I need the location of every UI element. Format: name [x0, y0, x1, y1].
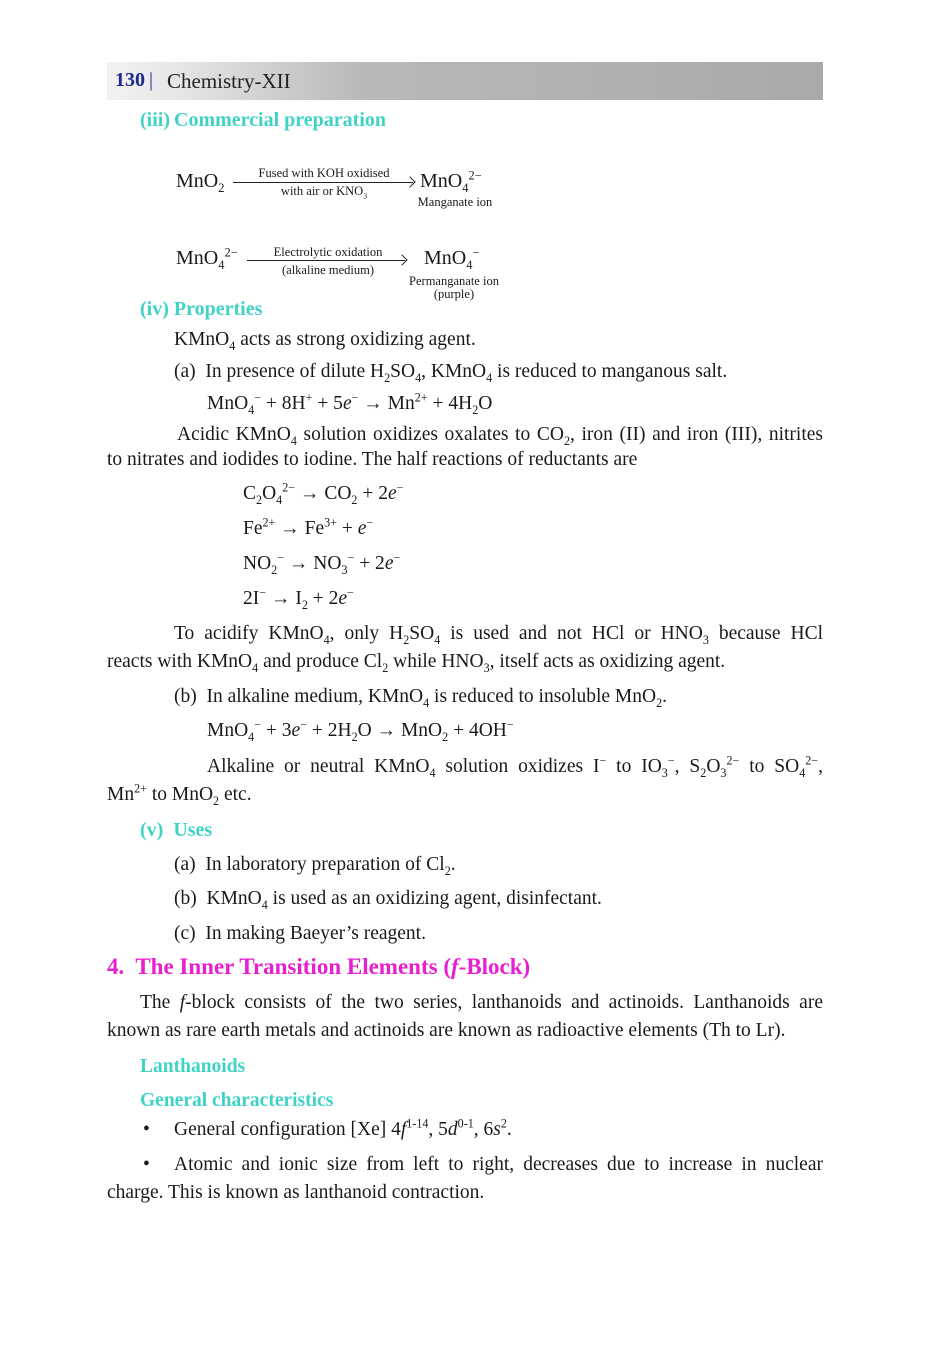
- section-heading-properties: (iv) Properties: [140, 298, 263, 320]
- arrow-icon: [247, 260, 405, 261]
- book-title: Chemistry-XII: [167, 69, 291, 93]
- reaction-2-condition-above: Electrolytic oxidation: [273, 245, 383, 259]
- acidic-paragraph-line-1: Acidic KMnO$_4$ solution oxidizes oxalates to $CO_2$, iron (II) and iron (III), nitrites: [177, 424, 823, 448]
- properties-intro: KMnO$_4$ acts as strong oxidizing agent.: [174, 329, 476, 353]
- alkaline-paragraph-line-1: Alkaline or neutral KMnO$_4$ solution oxidizes I− to $IO_3^-$, $S_2O_3^{2-}$ to $SO_4^{2-}$,: [207, 753, 823, 780]
- fblock-paragraph-line-1: The f-block consists of the two series, lanthanoids and actinoids. Lanthanoids are: [140, 992, 823, 1013]
- acidic-paragraph-line-2: to nitrates and iodides to iodine. The half reactions of reductants are: [107, 449, 638, 470]
- reaction-1-product-label: Manganate ion: [417, 195, 493, 209]
- fblock-paragraph-line-2: known as rare earth metals and actinoids are known as radioactive elements (Th to Lr).: [107, 1020, 786, 1041]
- bullet-atomic-size-line-1: Atomic and ionic size from left to right, decreases due to increase in nuclear: [174, 1154, 823, 1175]
- page-number: 130: [115, 69, 145, 91]
- reaction-1-condition-above: Fused with KOH oxidised: [258, 166, 390, 180]
- page-header: [107, 62, 823, 100]
- reaction-1-reactant: MnO$_2$: [176, 170, 225, 195]
- section-heading-commercial-preparation: (iii) Commercial preparation: [140, 109, 386, 131]
- alkaline-paragraph-line-2: $Mn^{2+}$ to MnO$_2$ etc.: [107, 781, 252, 808]
- reaction-1-condition-below: with air or $KNO_3$: [280, 184, 368, 201]
- acidify-paragraph-line-1: To acidify KMnO$_4$, only $H_2SO_4$ is used and not HCl or $HNO_3$ because HCl: [174, 623, 824, 647]
- section-heading-uses: (v) Uses: [140, 819, 213, 841]
- use-item: (c) In making Baeyer’s reagent.: [174, 923, 426, 944]
- bullet-configuration: General configuration [Xe] $4f^{1-14}$, $5d^{0-1}$, $6s^2$.: [174, 1116, 512, 1140]
- reaction-2-product-label-color: (purple): [433, 287, 475, 301]
- reaction-2-product-label: Permanganate ion: [409, 274, 499, 288]
- property-b: (b) In alkaline medium, KMnO$_4$ is reduced to insoluble MnO$_2$.: [174, 686, 668, 710]
- half-reaction: $NO_2^- \to NO_3^- + 2e^-$: [243, 550, 401, 577]
- use-item: (a) In laboratory preparation of $Cl_2$.: [174, 854, 456, 878]
- property-b-equation: $MnO_4^- + 3e^- + 2H_2O \to MnO_2 + 4OH^-$: [207, 717, 514, 744]
- reaction-2-reactant: MnO$_4^{2-}$: [176, 245, 238, 272]
- general-characteristics-heading: General characteristics: [140, 1090, 334, 1111]
- use-item: (b) KMnO$_4$ is used as an oxidizing agent, disinfectant.: [174, 888, 602, 912]
- main-section-heading: 4. The Inner Transition Elements (f-Block): [107, 954, 531, 979]
- property-a: (a) In presence of dilute $H_2SO_4$, KMnO$_4$ is reduced to manganous salt.: [174, 361, 728, 385]
- header-separator: |: [149, 69, 154, 91]
- acidify-paragraph-line-2: reacts with KMnO$_4$ and produce $Cl_2$ while $HNO_3$, itself acts as oxidizing agent.: [107, 651, 726, 675]
- arrow-icon: [233, 182, 413, 183]
- reaction-2-condition-below: (alkaline medium): [282, 263, 374, 277]
- reaction-2-product: MnO$_4$−: [424, 245, 480, 272]
- bullet-atomic-size-line-2: charge. This is known as lanthanoid contraction.: [107, 1182, 485, 1203]
- reaction-1-product: MnO$_4^{2-}$: [420, 168, 482, 195]
- lanthanoids-heading: Lanthanoids: [140, 1056, 246, 1077]
- bullet-icon: •: [143, 1154, 150, 1175]
- half-reaction: $C_2O_4^{2-} \to CO_2 + 2e^-$: [243, 480, 404, 507]
- property-a-equation: $MnO_4^- + 8H^+ + 5e^- \to Mn^{2+} + 4H_2O$: [207, 390, 493, 417]
- bullet-icon: •: [143, 1119, 150, 1140]
- half-reaction: $2I^- \to I_2 + 2e^-$: [243, 585, 354, 612]
- half-reaction: $Fe^{2+} \to Fe^{3+} + e^-$: [243, 515, 374, 539]
